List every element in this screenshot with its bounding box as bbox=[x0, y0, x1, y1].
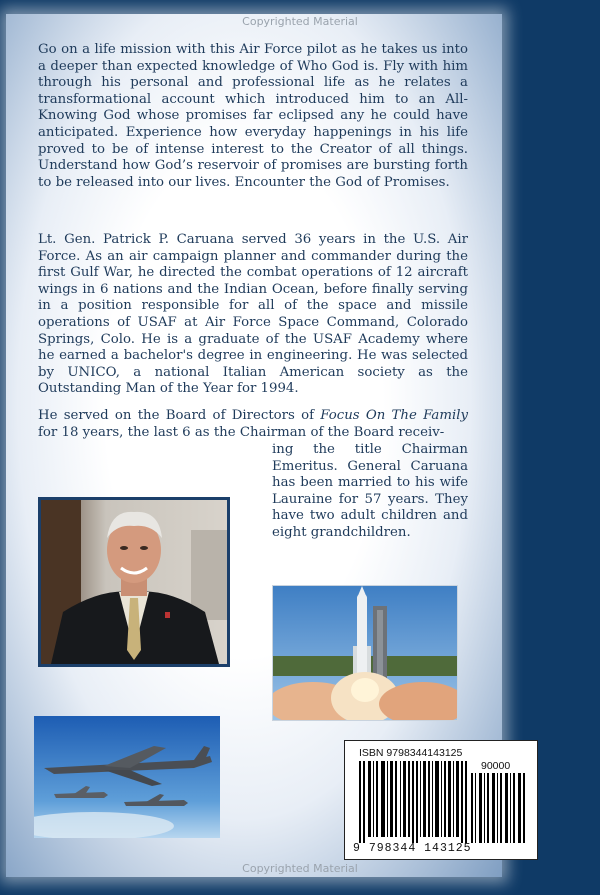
author-portrait-photo bbox=[38, 497, 230, 667]
copyright-watermark-bottom: Copyrighted Material bbox=[242, 862, 358, 875]
price-addon-code: 90000 bbox=[481, 760, 511, 772]
barcode-digits-right: 143125 bbox=[424, 842, 472, 855]
portrait-illustration bbox=[41, 500, 227, 664]
board-paragraph bbox=[38, 408, 468, 441]
addon-bars bbox=[471, 773, 527, 843]
aircraft-illustration bbox=[34, 716, 220, 838]
rocket-illustration bbox=[273, 586, 457, 720]
board-text-start: He served on the Board of Directors of bbox=[38, 408, 321, 423]
blurb-paragraph-1: Go on a life mission with this Air Force pilot as he takes us into a deeper than expected knowledge of Who God is. Fly with him through his personal and professional life as he relates a transformational account which introduced him to an All-Knowing God whose promises far eclipsed any he could have anticipated. Experience how everyday happenings in his life proved to be of intense interest to the Creator of all things. Understand how God’s reservoir of promises are bursting forth to be released into our lives. Encounter the God of Promises. bbox=[38, 42, 468, 190]
ean-bars bbox=[359, 761, 469, 843]
board-text-end: for 18 years, the last 6 as the Chairman of the Board receiv- bbox=[38, 424, 445, 440]
copyright-watermark-top: Copyrighted Material bbox=[242, 15, 358, 28]
barcode-digits bbox=[353, 842, 472, 855]
barcode-digits-left: 798344 bbox=[368, 842, 417, 855]
isbn-barcode bbox=[344, 740, 538, 860]
family-paragraph: ing the title Chairman Emeritus. General Caruana has been married to his wife Lauraine for 57 years. They have two adult children and eight grandchildren. bbox=[272, 442, 468, 540]
author-bio-paragraph: Lt. Gen. Patrick P. Caruana served 36 years in the U.S. Air Force. As an air campaign planner and commander during the first Gulf War, he directed the combat operations of 12 aircraft wings in 6 nations and the Indian Ocean, before finally serving in a position responsible for all of the space and missile operations of USAF at Air Force Space Command, Colorado Springs, Colo. He is a graduate of the USAF Academy where he earned a bachelor's degree in engineering. He was selected by UNICO, a national Italian American society as the Outstanding Man of the Year for 1994. bbox=[38, 232, 468, 397]
organization-name: Focus On The Family bbox=[320, 408, 468, 423]
barcode-digit-lead: 9 bbox=[353, 842, 361, 855]
aircraft-formation-photo bbox=[34, 716, 220, 838]
rocket-launch-photo bbox=[272, 585, 458, 721]
isbn-label: ISBN 9798344143125 bbox=[359, 747, 463, 759]
